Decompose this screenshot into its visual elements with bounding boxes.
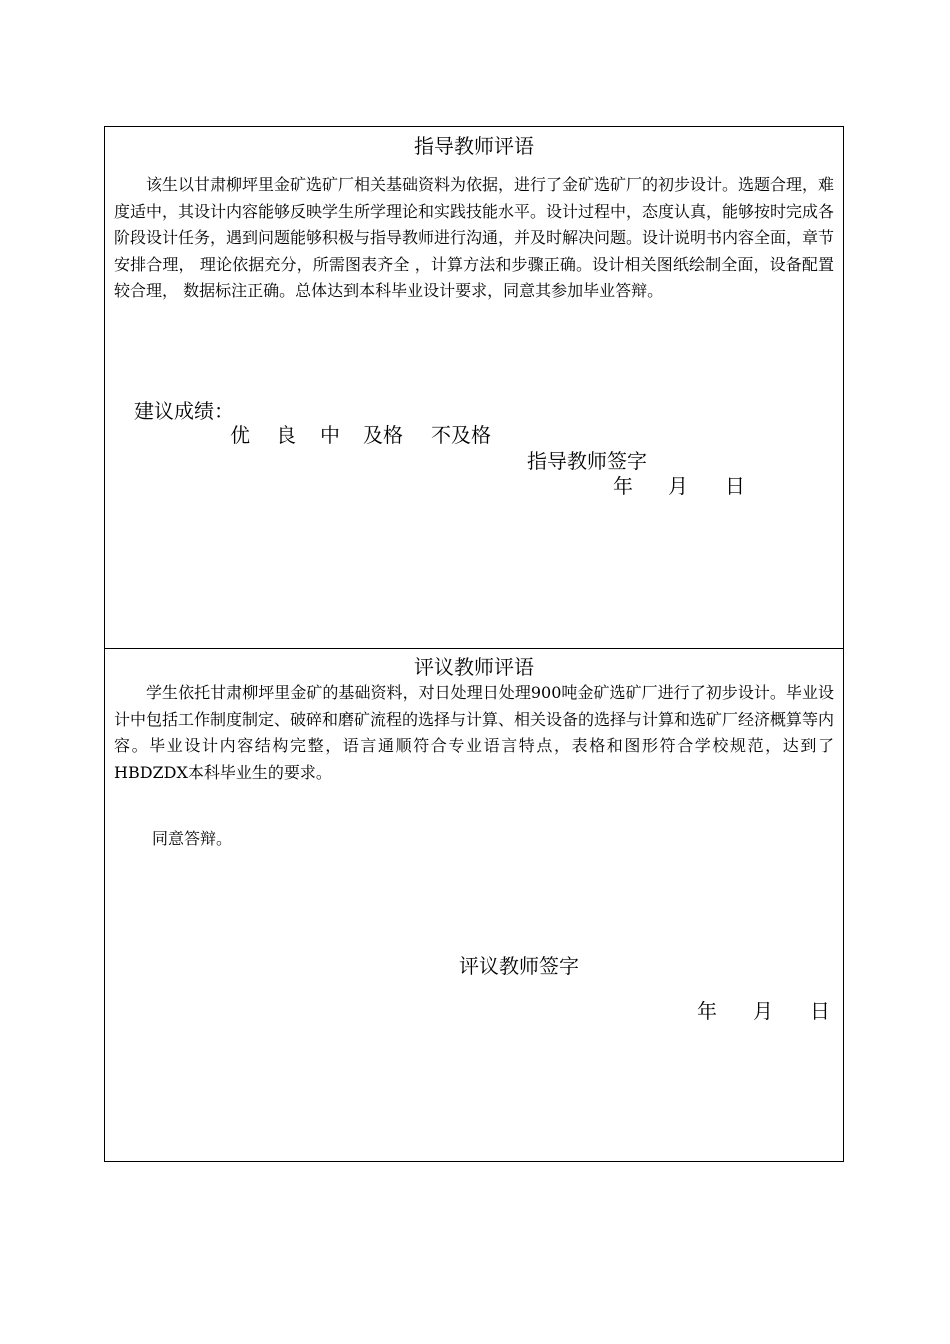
advisor-signature-label: 指导教师签字 — [527, 449, 647, 473]
grade-option-good: 良 — [276, 423, 296, 447]
advisor-date-day: 日 — [725, 474, 745, 498]
advisor-date-month: 月 — [668, 474, 688, 498]
advisor-date-year: 年 — [613, 474, 633, 498]
reviewer-section-title: 评议教师评语 — [414, 655, 534, 679]
reviewer-conclusion: 同意答辩。 — [152, 829, 233, 848]
grade-label: 建议成绩： — [134, 399, 234, 423]
reviewer-date-year: 年 — [697, 999, 717, 1023]
evaluation-form — [104, 126, 844, 1162]
reviewer-date-day: 日 — [810, 999, 830, 1023]
grade-option-excellent: 优 — [230, 423, 250, 447]
advisor-comment-text: 该生以甘肃柳坪里金矿选矿厂相关基础资料为依据，进行了金矿选矿厂的初步设计。选题合理，难度适中，其设计内容能够反映学生所学理论和实践技能水平。设计过程中，态度认真，能够按时完成各阶段设计任务，遇到问题能够积极与指导教师进行沟通，并及时解决问题。设计说明书内容全面，章节安排合理， 理论依据充分，所需图表齐全 ，计算方法和步骤正确。设计相关图纸绘制全面，设备配置较合理， 数据标注正确。总体达到本科毕业设计要求，同意其参加毕业答辩。 — [114, 175, 835, 300]
reviewer-signature-label: 评议教师签字 — [459, 954, 579, 978]
grade-option-fail: 不及格 — [431, 423, 491, 447]
grade-option-pass: 及格 — [363, 423, 403, 447]
reviewer-comment — [114, 680, 834, 786]
section-divider — [105, 648, 843, 649]
advisor-comment — [114, 172, 834, 305]
advisor-section-title: 指导教师评语 — [414, 134, 534, 158]
grade-option-medium: 中 — [320, 423, 340, 447]
reviewer-date-month: 月 — [753, 999, 773, 1023]
reviewer-comment-text: 学生依托甘肃柳坪里金矿的基础资料，对日处理日处理900吨金矿选矿厂进行了初步设计。毕业设计中包括工作制度制定、破碎和磨矿流程的选择与计算、相关设备的选择与计算和选矿厂经济概算等内容。毕业设计内容结构完整，语言通顺符合专业语言特点，表格和图形符合学校规范，达到了HBDZDX本科毕业生的要求。 — [114, 683, 835, 782]
